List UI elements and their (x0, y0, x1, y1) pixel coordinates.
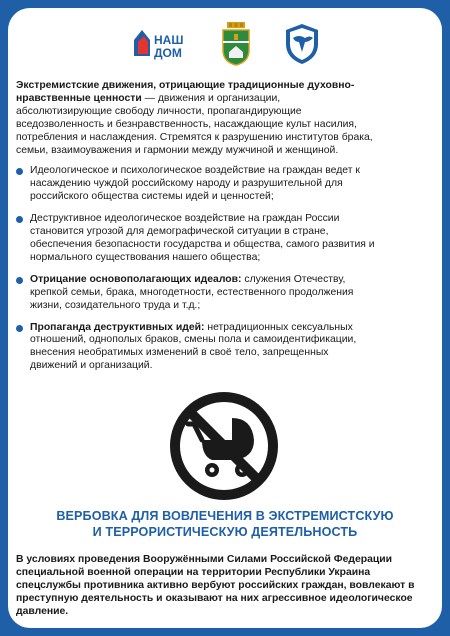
bullet-dot-icon (16, 168, 23, 175)
list-item (16, 274, 378, 313)
list-item (16, 165, 378, 204)
intro-rest: — движения и организации, абсолютизирующие свободу личности, пропагандирующие вседозволенность и безнравственность, насаждающие культ насилия, потребления и наслаждения. Стремятся к разрушению институтов брака, семьи, взаимоуважения и гармонии между мужчиной и женщиной. (16, 92, 373, 156)
main-content (16, 80, 378, 382)
bullet-text: Деструктивное идеологическое воздействие на граждан России становится угрозой для демографической ситуации в стране, обеспечения безопасности государства и общества, самого развития и нормального существования нашего общества; (30, 213, 375, 263)
no-baby-stroller-icon (168, 390, 280, 502)
shield-bird-logo (283, 22, 321, 66)
bullet-list (16, 165, 378, 373)
intro-paragraph (16, 80, 378, 157)
bullet-bold: Отрицание основополагающих идеалов: (30, 273, 242, 285)
bullet-dot-icon (16, 325, 23, 332)
nashdom-text-2: ДОМ (154, 46, 182, 60)
city-crest-logo (221, 22, 251, 66)
logos-row (8, 22, 442, 66)
leaflet-sheet (8, 8, 442, 628)
intro-bold: Экстремистские движения, отрицающие традиционные духовно-нравственные ценности (16, 80, 355, 104)
bullet-text: Идеологическое и психологическое воздействие на граждан ведет к насаждению чуждой российскому народу и разрушительной для российского общества системы идей и ценностей; (30, 165, 360, 203)
bullet-text: нетрадиционных сексуальных отношений, однополых браков, смены пола и самоидентификации, внесения необратимых изменений в своё тело, запрещенных движений и организаций. (30, 321, 357, 372)
section-heading (8, 508, 442, 540)
bottom-paragraph: В условиях проведения Вооружёнными Силами Российской Федерации специальной военной операции на территории Республики Украина спецслужбы противника активно вербуют российских граждан, вовлекают в преступную деятельность и оказывают на них агрессивное идеологическое давление. (16, 554, 415, 617)
bullet-dot-icon (16, 216, 23, 223)
list-item (16, 213, 378, 265)
bullet-text: служения Отечеству, крепкой семьи, брака, многодетности, естественного продолжения жизни, созидательного труда и т.д.; (30, 273, 354, 311)
nash-dom-logo (132, 22, 198, 66)
heading-line-2: И ТЕРРОРИСТИЧЕСКУЮ ДЕЯТЕЛЬНОСТЬ (92, 525, 358, 539)
bullet-bold: Пропаганда деструктивных идей: (30, 321, 205, 333)
nashdom-text-1: НАШ (154, 33, 184, 47)
list-item (16, 322, 378, 374)
bullet-dot-icon (16, 277, 23, 284)
heading-line-1: ВЕРБОВКА ДЛЯ ВОВЛЕЧЕНИЯ В ЭКСТРЕМИСТСКУЮ (56, 509, 394, 523)
